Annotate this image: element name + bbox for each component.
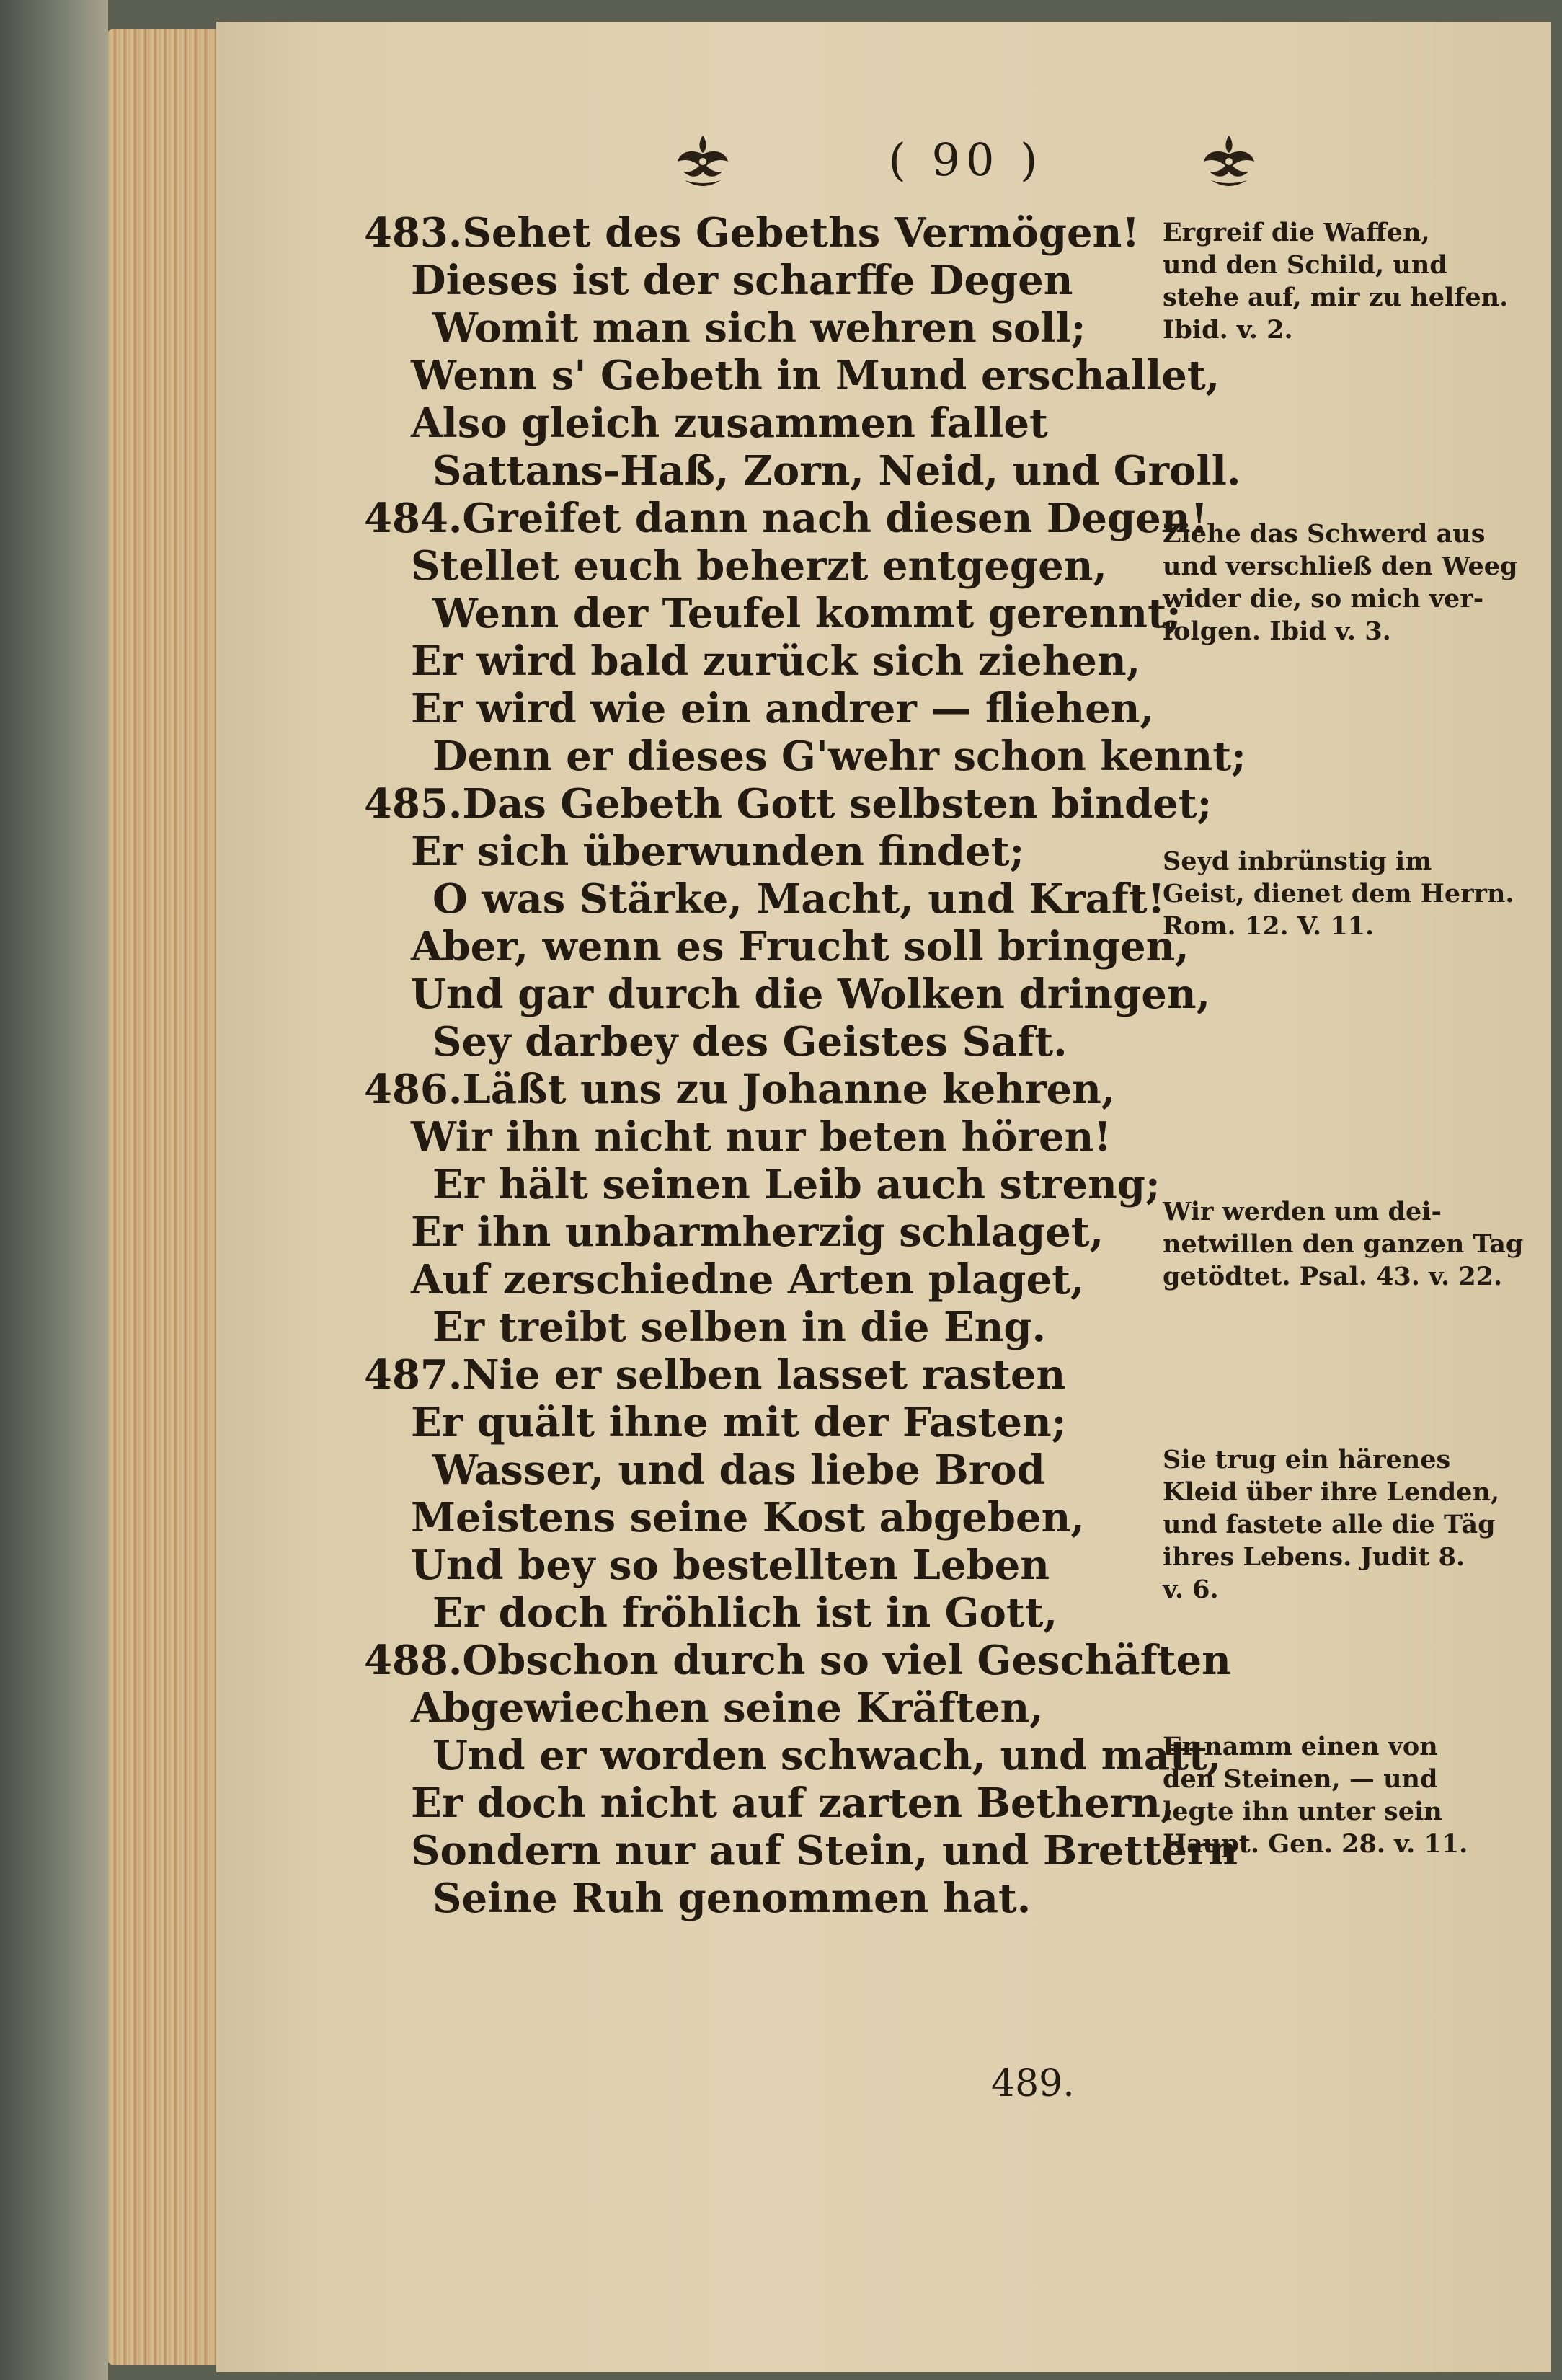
margin-note-line: Haupt. Gen. 28. v. 11. xyxy=(1163,1829,1468,1859)
verse-line: Sattans-Haß, Zorn, Neid, und Groll. xyxy=(432,447,1241,495)
verse-line: Und er worden schwach, und matt, xyxy=(432,1732,1222,1779)
margin-note-line: Kleid über ihre Lenden, xyxy=(1163,1477,1500,1507)
verse-line: 486.Läßt uns zu Johanne kehren, xyxy=(364,1066,1116,1113)
verse-line: Womit man sich wehren soll; xyxy=(432,304,1086,352)
margin-note xyxy=(1163,845,1514,942)
fleuron-ornament-icon xyxy=(670,130,735,195)
margin-note-line: Geist, dienet dem Herrn. xyxy=(1163,879,1514,908)
fleuron-ornament-icon xyxy=(1197,130,1261,195)
verse-line: 484.Greifet dann nach diesen Degen! xyxy=(364,495,1209,542)
verse-line: Meistens seine Kost abgeben, xyxy=(411,1494,1085,1541)
verse-line: Und bey so bestellten Leben xyxy=(411,1541,1050,1589)
verse-number: 486. xyxy=(364,1066,463,1113)
page-edges xyxy=(108,29,231,2365)
verse-block xyxy=(364,1637,1238,1922)
margin-note-line: Ziehe das Schwerd aus xyxy=(1163,519,1486,549)
margin-note xyxy=(1163,1443,1501,1606)
verse-line: Er quält ihne mit der Fasten; xyxy=(411,1399,1067,1446)
verse-line: Sey darbey des Geistes Saft. xyxy=(432,1018,1068,1066)
verse-block xyxy=(364,495,1246,780)
margin-note-line: getödtet. Psal. 43. v. 22. xyxy=(1163,1262,1503,1291)
verse-line: Seine Ruh genommen hat. xyxy=(432,1875,1031,1922)
verse-line: Wenn der Teufel kommt gerennt; xyxy=(432,590,1181,637)
margin-note-line: wider die, so mich ver- xyxy=(1163,584,1484,614)
margin-note-line: legte ihn unter sein xyxy=(1163,1797,1442,1826)
verse-block xyxy=(364,1351,1157,1637)
verse-line: Wir ihn nicht nur beten hören! xyxy=(411,1113,1111,1161)
verse-line: Er doch nicht auf zarten Bethern, xyxy=(411,1779,1175,1827)
margin-note-line: folgen. Ibid v. 3. xyxy=(1163,616,1391,646)
margin-note-line: Ergreif die Waffen, xyxy=(1163,218,1430,247)
verse-number: 487. xyxy=(364,1351,463,1399)
verse-line: Denn er dieses G'wehr schon kennt; xyxy=(432,733,1246,780)
verse-line: 487.Nie er selben lasset rasten xyxy=(364,1351,1066,1399)
verse-line: Aber, wenn es Frucht soll bringen, xyxy=(411,923,1189,970)
verse-line: Und gar durch die Wolken dringen, xyxy=(411,970,1211,1018)
verse-number: 484. xyxy=(364,495,463,542)
verse-line: Er wird wie ein andrer — fliehen, xyxy=(411,685,1154,733)
verse-number: 485. xyxy=(364,780,463,828)
page-header xyxy=(670,130,1261,202)
page-number: ( 90 ) xyxy=(888,133,1044,186)
margin-note-line: stehe auf, mir zu helfen. xyxy=(1163,283,1509,312)
margin-note-line: ihres Lebens. Judit 8. xyxy=(1163,1542,1465,1572)
verse-number: 488. xyxy=(364,1637,463,1684)
verse-line: Er wird bald zurück sich ziehen, xyxy=(411,637,1141,685)
verse-block xyxy=(364,780,1212,1066)
margin-note xyxy=(1163,1195,1524,1293)
margin-note xyxy=(1163,518,1518,647)
verse-line: Stellet euch beherzt entgegen, xyxy=(411,542,1107,590)
verse-line: O was Stärke, Macht, und Kraft! xyxy=(432,875,1166,923)
margin-note-line: Seyd inbrünstig im xyxy=(1163,846,1432,876)
verse-line: Er ihn unbarmherzig schlaget, xyxy=(411,1208,1104,1256)
margin-note-line: Wir werden um dei- xyxy=(1163,1197,1442,1226)
margin-note-line: und fastete alle die Täg xyxy=(1163,1510,1496,1539)
verse-line: Also gleich zusammen fallet xyxy=(411,399,1048,447)
margin-note-line: und verschließ den Weeg xyxy=(1163,552,1518,581)
verse-line: Dieses ist der scharffe Degen xyxy=(411,257,1073,304)
verse-line: Wenn s' Gebeth in Mund erschallet, xyxy=(411,352,1220,399)
verse-line: Er sich überwunden findet; xyxy=(411,828,1025,875)
verse-line: Abgewiechen seine Kräften, xyxy=(411,1684,1044,1732)
verse-line: Er hält seinen Leib auch streng; xyxy=(432,1161,1161,1208)
margin-note-line: Ibid. v. 2. xyxy=(1163,315,1293,345)
margin-note-line: v. 6. xyxy=(1163,1575,1219,1604)
catchword: 489. xyxy=(991,2062,1075,2105)
verse-number: 483. xyxy=(364,209,463,257)
verse-line: Sondern nur auf Stein, und Brettern xyxy=(411,1827,1238,1875)
margin-note-line: Er namm einen von xyxy=(1163,1732,1438,1761)
margin-note xyxy=(1163,216,1509,346)
verse-line: 483.Sehet des Gebeths Vermögen! xyxy=(364,209,1140,257)
verse-line: Er doch fröhlich ist in Gott, xyxy=(432,1589,1058,1637)
margin-note-line: Rom. 12. V. 11. xyxy=(1163,911,1375,941)
margin-note-line: Sie trug ein härenes xyxy=(1163,1445,1451,1474)
verse-line: 488.Obschon durch so viel Geschäften xyxy=(364,1637,1231,1684)
verse-block xyxy=(364,1066,1161,1351)
verse-line: Auf zerschiedne Arten plaget, xyxy=(411,1256,1085,1304)
margin-note-line: und den Schild, und xyxy=(1163,250,1447,280)
margin-note-line: den Steinen, — und xyxy=(1163,1764,1438,1794)
margin-note-line: netwillen den ganzen Tag xyxy=(1163,1229,1524,1259)
book-cover-edge xyxy=(0,0,108,2380)
verse-line: 485.Das Gebeth Gott selbsten bindet; xyxy=(364,780,1212,828)
margin-note xyxy=(1163,1730,1501,1860)
verse-line: Er treibt selben in die Eng. xyxy=(432,1304,1046,1351)
verse-line: Wasser, und das liebe Brod xyxy=(432,1446,1045,1494)
